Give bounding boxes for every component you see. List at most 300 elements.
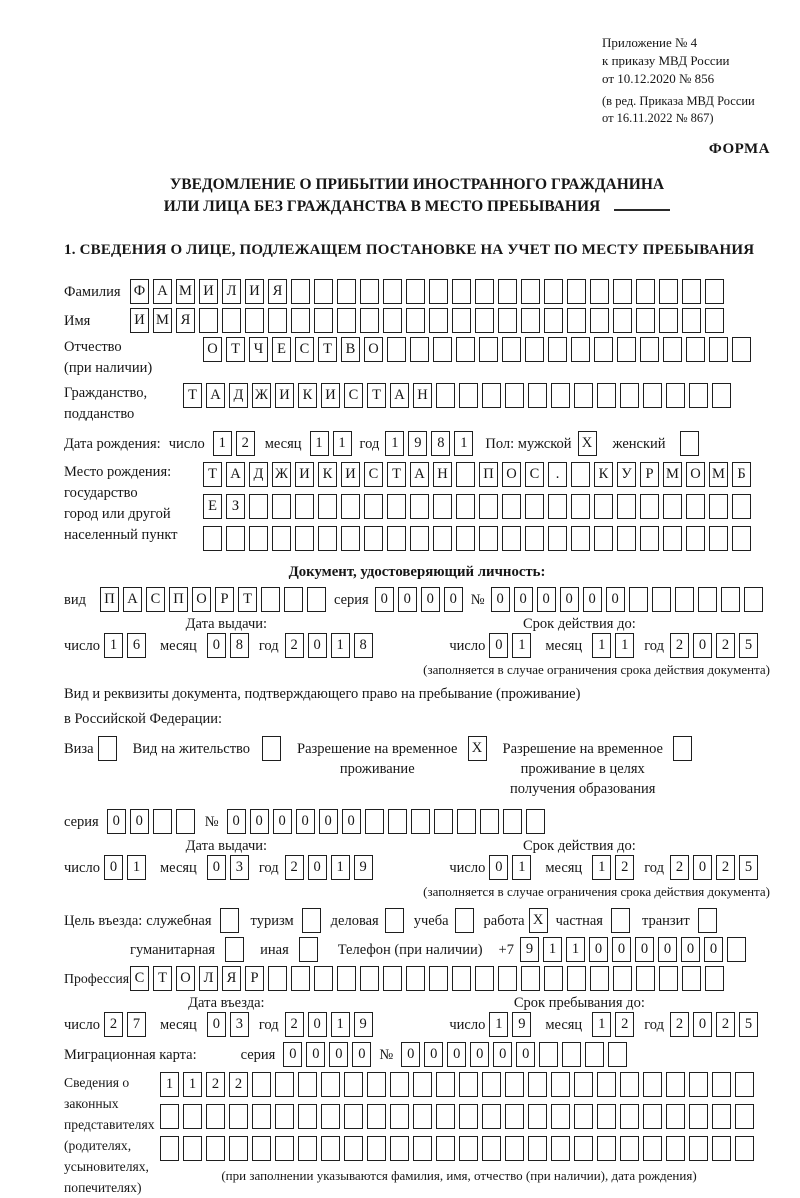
char-cell[interactable] [643, 383, 662, 408]
char-cell[interactable] [480, 809, 499, 834]
char-cell[interactable]: О [176, 966, 195, 991]
char-cell[interactable] [429, 308, 448, 333]
char-cell[interactable] [291, 966, 310, 991]
char-cell[interactable] [498, 308, 517, 333]
char-cell[interactable]: Д [229, 383, 248, 408]
char-cell[interactable]: 9 [354, 1012, 373, 1037]
char-cell[interactable]: 2 [206, 1072, 225, 1097]
char-cell[interactable] [482, 1136, 501, 1161]
char-cell[interactable]: 1 [104, 633, 123, 658]
char-cell[interactable] [709, 337, 728, 362]
char-cell[interactable]: А [123, 587, 142, 612]
char-cell[interactable] [413, 1136, 432, 1161]
char-cell[interactable]: 8 [230, 633, 249, 658]
char-cell[interactable] [364, 494, 383, 519]
char-cell[interactable]: А [390, 383, 409, 408]
char-cell[interactable]: С [525, 462, 544, 487]
char-cell[interactable]: О [203, 337, 222, 362]
char-cell[interactable]: Р [245, 966, 264, 991]
char-cell[interactable] [302, 908, 321, 933]
char-cell[interactable]: К [594, 462, 613, 487]
char-cell[interactable] [321, 1072, 340, 1097]
char-cell[interactable] [367, 1136, 386, 1161]
char-cell[interactable] [597, 383, 616, 408]
char-cell[interactable]: Я [222, 966, 241, 991]
char-cell[interactable] [291, 279, 310, 304]
char-cell[interactable] [337, 966, 356, 991]
char-cell[interactable] [636, 308, 655, 333]
char-cell[interactable] [229, 1104, 248, 1129]
char-cell[interactable] [275, 1072, 294, 1097]
char-cell[interactable] [284, 587, 303, 612]
char-cell[interactable]: Я [268, 279, 287, 304]
char-cell[interactable]: П [479, 462, 498, 487]
char-cell[interactable]: 1 [127, 855, 146, 880]
char-cell[interactable]: Ж [272, 462, 291, 487]
char-cell[interactable] [225, 937, 244, 962]
char-cell[interactable]: Р [215, 587, 234, 612]
char-cell[interactable]: 9 [408, 431, 427, 456]
char-cell[interactable]: Ж [252, 383, 271, 408]
char-cell[interactable] [521, 966, 540, 991]
char-cell[interactable]: 3 [230, 855, 249, 880]
char-cell[interactable] [682, 966, 701, 991]
char-cell[interactable] [689, 1072, 708, 1097]
char-cell[interactable] [299, 937, 318, 962]
char-cell[interactable]: . [548, 462, 567, 487]
char-cell[interactable]: 2 [285, 855, 304, 880]
char-cell[interactable]: 1 [331, 1012, 350, 1037]
char-cell[interactable] [410, 494, 429, 519]
char-cell[interactable] [314, 308, 333, 333]
char-cell[interactable] [502, 337, 521, 362]
char-cell[interactable] [686, 494, 705, 519]
char-cell[interactable] [551, 1136, 570, 1161]
char-cell[interactable] [222, 308, 241, 333]
char-cell[interactable] [689, 1104, 708, 1129]
char-cell[interactable]: 0 [489, 855, 508, 880]
char-cell[interactable]: А [410, 462, 429, 487]
char-cell[interactable]: 2 [104, 1012, 123, 1037]
char-cell[interactable]: 1 [331, 855, 350, 880]
char-cell[interactable] [383, 279, 402, 304]
char-cell[interactable] [567, 279, 586, 304]
char-cell[interactable] [298, 1072, 317, 1097]
char-cell[interactable] [551, 1104, 570, 1129]
char-cell[interactable]: 0 [470, 1042, 489, 1067]
char-cell[interactable] [413, 1104, 432, 1129]
char-cell[interactable]: 2 [716, 633, 735, 658]
char-cell[interactable] [525, 337, 544, 362]
char-cell[interactable] [673, 736, 692, 761]
char-cell[interactable] [643, 1104, 662, 1129]
char-cell[interactable]: 8 [431, 431, 450, 456]
char-cell[interactable] [698, 587, 717, 612]
char-cell[interactable]: 0 [342, 809, 361, 834]
char-cell[interactable] [318, 494, 337, 519]
char-cell[interactable]: 5 [739, 1012, 758, 1037]
char-cell[interactable] [482, 1072, 501, 1097]
char-cell[interactable]: 0 [283, 1042, 302, 1067]
char-cell[interactable]: К [318, 462, 337, 487]
char-cell[interactable]: 1 [543, 937, 562, 962]
char-cell[interactable] [479, 337, 498, 362]
char-cell[interactable]: 0 [560, 587, 579, 612]
char-cell[interactable] [680, 431, 699, 456]
char-cell[interactable]: Н [413, 383, 432, 408]
char-cell[interactable] [503, 809, 522, 834]
char-cell[interactable]: О [686, 462, 705, 487]
char-cell[interactable]: И [275, 383, 294, 408]
char-cell[interactable]: 7 [127, 1012, 146, 1037]
char-cell[interactable] [275, 1104, 294, 1129]
char-cell[interactable] [314, 966, 333, 991]
char-cell[interactable] [98, 736, 117, 761]
char-cell[interactable]: 0 [537, 587, 556, 612]
char-cell[interactable]: 6 [127, 633, 146, 658]
char-cell[interactable]: 1 [512, 855, 531, 880]
char-cell[interactable]: С [146, 587, 165, 612]
char-cell[interactable] [459, 1104, 478, 1129]
char-cell[interactable]: 0 [489, 633, 508, 658]
char-cell[interactable] [160, 1104, 179, 1129]
char-cell[interactable]: 0 [516, 1042, 535, 1067]
char-cell[interactable] [459, 1136, 478, 1161]
char-cell[interactable] [505, 383, 524, 408]
char-cell[interactable]: 0 [681, 937, 700, 962]
char-cell[interactable]: 0 [606, 587, 625, 612]
char-cell[interactable] [666, 1072, 685, 1097]
char-cell[interactable] [455, 908, 474, 933]
char-cell[interactable] [613, 308, 632, 333]
char-cell[interactable] [229, 1136, 248, 1161]
char-cell[interactable]: А [153, 279, 172, 304]
char-cell[interactable] [528, 1136, 547, 1161]
char-cell[interactable] [314, 279, 333, 304]
char-cell[interactable] [367, 1072, 386, 1097]
char-cell[interactable] [666, 383, 685, 408]
char-cell[interactable] [298, 1136, 317, 1161]
char-cell[interactable] [709, 526, 728, 551]
char-cell[interactable]: 2 [670, 633, 689, 658]
char-cell[interactable]: 0 [583, 587, 602, 612]
char-cell[interactable] [498, 279, 517, 304]
char-cell[interactable]: 2 [229, 1072, 248, 1097]
char-cell[interactable] [337, 308, 356, 333]
char-cell[interactable]: 9 [520, 937, 539, 962]
char-cell[interactable] [574, 1104, 593, 1129]
char-cell[interactable] [613, 966, 632, 991]
char-cell[interactable]: 0 [130, 809, 149, 834]
char-cell[interactable] [383, 966, 402, 991]
char-cell[interactable] [364, 526, 383, 551]
char-cell[interactable] [567, 308, 586, 333]
char-cell[interactable] [727, 937, 746, 962]
char-cell[interactable] [744, 587, 763, 612]
char-cell[interactable] [387, 494, 406, 519]
char-cell[interactable] [459, 383, 478, 408]
char-cell[interactable]: 1 [592, 633, 611, 658]
char-cell[interactable]: С [364, 462, 383, 487]
char-cell[interactable]: 2 [670, 1012, 689, 1037]
char-cell[interactable] [183, 1104, 202, 1129]
char-cell[interactable] [721, 587, 740, 612]
char-cell[interactable]: Ф [130, 279, 149, 304]
char-cell[interactable] [252, 1104, 271, 1129]
char-cell[interactable] [640, 494, 659, 519]
char-cell[interactable] [571, 462, 590, 487]
char-cell[interactable] [663, 337, 682, 362]
char-cell[interactable] [203, 526, 222, 551]
char-cell[interactable] [617, 494, 636, 519]
char-cell[interactable] [659, 279, 678, 304]
char-cell[interactable] [272, 494, 291, 519]
char-cell[interactable] [705, 966, 724, 991]
char-cell[interactable]: Д [249, 462, 268, 487]
char-cell[interactable]: М [153, 308, 172, 333]
char-cell[interactable]: 0 [319, 809, 338, 834]
char-cell[interactable] [528, 1072, 547, 1097]
char-cell[interactable] [675, 587, 694, 612]
char-cell[interactable]: 0 [401, 1042, 420, 1067]
char-cell[interactable] [383, 308, 402, 333]
char-cell[interactable]: Т [203, 462, 222, 487]
char-cell[interactable] [226, 526, 245, 551]
char-cell[interactable] [732, 337, 751, 362]
char-cell[interactable]: 9 [512, 1012, 531, 1037]
char-cell[interactable]: И [341, 462, 360, 487]
char-cell[interactable] [206, 1136, 225, 1161]
char-cell[interactable]: 1 [592, 855, 611, 880]
char-cell[interactable] [291, 308, 310, 333]
char-cell[interactable] [643, 1136, 662, 1161]
char-cell[interactable] [367, 1104, 386, 1129]
char-cell[interactable] [590, 308, 609, 333]
char-cell[interactable] [410, 526, 429, 551]
char-cell[interactable] [456, 526, 475, 551]
char-cell[interactable] [732, 494, 751, 519]
char-cell[interactable] [410, 337, 429, 362]
char-cell[interactable]: 8 [354, 633, 373, 658]
char-cell[interactable]: Л [222, 279, 241, 304]
char-cell[interactable] [567, 966, 586, 991]
char-cell[interactable] [636, 279, 655, 304]
char-cell[interactable]: П [169, 587, 188, 612]
char-cell[interactable]: Т [153, 966, 172, 991]
char-cell[interactable] [551, 383, 570, 408]
char-cell[interactable] [571, 526, 590, 551]
char-cell[interactable] [611, 908, 630, 933]
char-cell[interactable] [360, 966, 379, 991]
char-cell[interactable] [698, 908, 717, 933]
char-cell[interactable] [153, 809, 172, 834]
char-cell[interactable]: 2 [615, 855, 634, 880]
char-cell[interactable] [682, 279, 701, 304]
char-cell[interactable]: 0 [635, 937, 654, 962]
char-cell[interactable]: Т [387, 462, 406, 487]
char-cell[interactable]: 0 [421, 587, 440, 612]
char-cell[interactable] [365, 809, 384, 834]
char-cell[interactable] [620, 1072, 639, 1097]
char-cell[interactable]: И [321, 383, 340, 408]
char-cell[interactable]: 0 [398, 587, 417, 612]
char-cell[interactable]: И [130, 308, 149, 333]
char-cell[interactable] [617, 337, 636, 362]
char-cell[interactable]: Е [272, 337, 291, 362]
char-cell[interactable]: 1 [566, 937, 585, 962]
char-cell[interactable] [433, 526, 452, 551]
char-cell[interactable]: 1 [333, 431, 352, 456]
char-cell[interactable] [406, 279, 425, 304]
char-cell[interactable] [689, 1136, 708, 1161]
char-cell[interactable]: А [226, 462, 245, 487]
char-cell[interactable] [452, 308, 471, 333]
char-cell[interactable]: X [578, 431, 597, 456]
char-cell[interactable] [245, 308, 264, 333]
char-cell[interactable] [528, 1104, 547, 1129]
char-cell[interactable] [387, 526, 406, 551]
char-cell[interactable] [544, 966, 563, 991]
char-cell[interactable] [571, 494, 590, 519]
char-cell[interactable] [732, 526, 751, 551]
char-cell[interactable] [629, 587, 648, 612]
char-cell[interactable] [436, 1072, 455, 1097]
char-cell[interactable] [275, 1136, 294, 1161]
char-cell[interactable] [686, 526, 705, 551]
char-cell[interactable] [456, 462, 475, 487]
char-cell[interactable] [551, 1072, 570, 1097]
char-cell[interactable]: Т [367, 383, 386, 408]
char-cell[interactable] [659, 308, 678, 333]
char-cell[interactable] [337, 279, 356, 304]
char-cell[interactable]: 0 [375, 587, 394, 612]
char-cell[interactable]: 0 [514, 587, 533, 612]
char-cell[interactable] [341, 494, 360, 519]
char-cell[interactable] [183, 1136, 202, 1161]
char-cell[interactable]: 1 [592, 1012, 611, 1037]
char-cell[interactable]: 2 [615, 1012, 634, 1037]
char-cell[interactable]: С [295, 337, 314, 362]
char-cell[interactable] [712, 1136, 731, 1161]
char-cell[interactable]: 1 [454, 431, 473, 456]
char-cell[interactable]: 2 [670, 855, 689, 880]
char-cell[interactable]: 0 [693, 855, 712, 880]
char-cell[interactable]: 0 [107, 809, 126, 834]
char-cell[interactable] [475, 308, 494, 333]
char-cell[interactable]: 0 [227, 809, 246, 834]
char-cell[interactable]: К [298, 383, 317, 408]
char-cell[interactable] [594, 526, 613, 551]
char-cell[interactable] [526, 809, 545, 834]
char-cell[interactable] [344, 1072, 363, 1097]
char-cell[interactable]: Т [238, 587, 257, 612]
char-cell[interactable]: В [341, 337, 360, 362]
char-cell[interactable] [390, 1136, 409, 1161]
char-cell[interactable] [479, 526, 498, 551]
char-cell[interactable] [617, 526, 636, 551]
char-cell[interactable]: X [529, 908, 548, 933]
char-cell[interactable] [705, 308, 724, 333]
char-cell[interactable] [388, 809, 407, 834]
char-cell[interactable] [505, 1136, 524, 1161]
char-cell[interactable] [666, 1136, 685, 1161]
char-cell[interactable]: И [245, 279, 264, 304]
char-cell[interactable] [176, 809, 195, 834]
char-cell[interactable] [712, 1104, 731, 1129]
char-cell[interactable] [411, 809, 430, 834]
char-cell[interactable] [640, 337, 659, 362]
char-cell[interactable] [505, 1104, 524, 1129]
char-cell[interactable]: О [502, 462, 521, 487]
char-cell[interactable] [406, 308, 425, 333]
char-cell[interactable]: 0 [693, 1012, 712, 1037]
char-cell[interactable]: Т [226, 337, 245, 362]
char-cell[interactable] [652, 587, 671, 612]
char-cell[interactable] [318, 526, 337, 551]
char-cell[interactable]: 0 [306, 1042, 325, 1067]
char-cell[interactable] [479, 494, 498, 519]
char-cell[interactable]: 0 [693, 633, 712, 658]
char-cell[interactable] [436, 383, 455, 408]
char-cell[interactable]: X [468, 736, 487, 761]
char-cell[interactable]: 3 [230, 1012, 249, 1037]
char-cell[interactable] [498, 966, 517, 991]
char-cell[interactable] [249, 494, 268, 519]
char-cell[interactable] [360, 279, 379, 304]
char-cell[interactable] [712, 1072, 731, 1097]
char-cell[interactable]: 0 [273, 809, 292, 834]
char-cell[interactable]: 0 [424, 1042, 443, 1067]
char-cell[interactable]: С [130, 966, 149, 991]
char-cell[interactable] [321, 1104, 340, 1129]
char-cell[interactable] [594, 494, 613, 519]
char-cell[interactable] [199, 308, 218, 333]
char-cell[interactable] [562, 1042, 581, 1067]
char-cell[interactable] [548, 337, 567, 362]
char-cell[interactable]: 2 [716, 1012, 735, 1037]
char-cell[interactable]: А [206, 383, 225, 408]
char-cell[interactable] [525, 526, 544, 551]
char-cell[interactable] [597, 1136, 616, 1161]
char-cell[interactable] [295, 494, 314, 519]
char-cell[interactable] [640, 526, 659, 551]
char-cell[interactable]: Р [640, 462, 659, 487]
char-cell[interactable]: 0 [612, 937, 631, 962]
char-cell[interactable] [413, 1072, 432, 1097]
char-cell[interactable]: Т [318, 337, 337, 362]
char-cell[interactable] [735, 1072, 754, 1097]
char-cell[interactable]: 0 [207, 1012, 226, 1037]
char-cell[interactable]: 0 [491, 587, 510, 612]
char-cell[interactable] [689, 383, 708, 408]
char-cell[interactable]: 0 [308, 1012, 327, 1037]
char-cell[interactable] [436, 1104, 455, 1129]
char-cell[interactable] [709, 494, 728, 519]
char-cell[interactable]: 0 [104, 855, 123, 880]
char-cell[interactable]: 1 [183, 1072, 202, 1097]
char-cell[interactable] [608, 1042, 627, 1067]
char-cell[interactable]: Л [199, 966, 218, 991]
char-cell[interactable] [712, 383, 731, 408]
char-cell[interactable]: И [295, 462, 314, 487]
char-cell[interactable]: 2 [236, 431, 255, 456]
char-cell[interactable] [482, 1104, 501, 1129]
char-cell[interactable]: 5 [739, 855, 758, 880]
char-cell[interactable] [436, 1136, 455, 1161]
char-cell[interactable]: О [364, 337, 383, 362]
char-cell[interactable]: Т [183, 383, 202, 408]
char-cell[interactable] [249, 526, 268, 551]
